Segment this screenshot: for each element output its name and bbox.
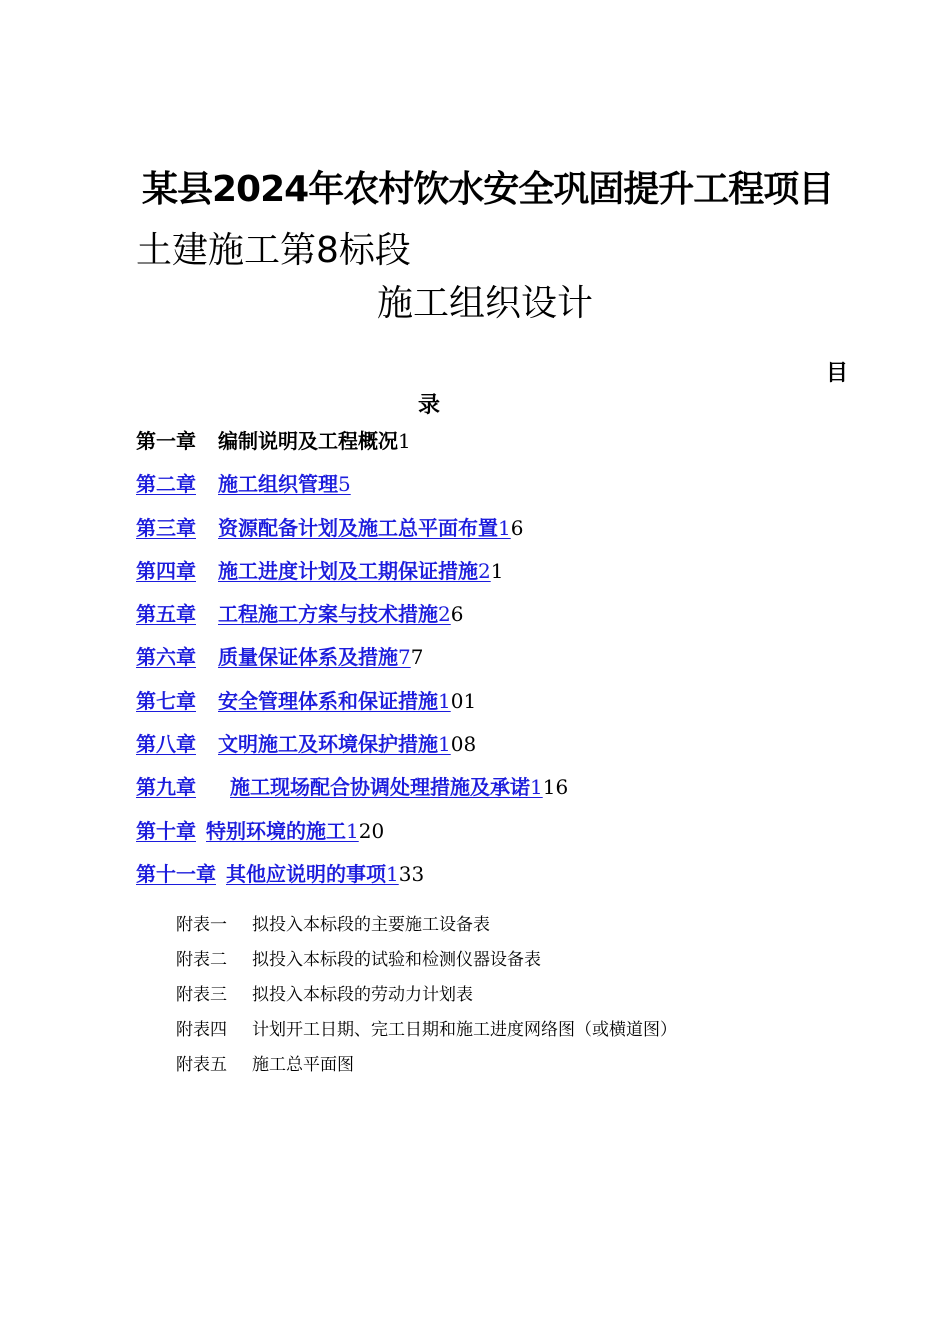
toc-item-chapter-5 bbox=[136, 598, 568, 641]
document-title-line1: 某县2024年农村饮水安全巩固提升工程项目 bbox=[142, 169, 834, 210]
table-of-contents bbox=[136, 425, 568, 901]
toc-page-number: 1 bbox=[438, 732, 451, 757]
toc-link-chapter-2[interactable] bbox=[136, 472, 351, 496]
toc-page-number-tail: 7 bbox=[410, 645, 424, 670]
toc-link-chapter-7[interactable] bbox=[136, 689, 451, 713]
toc-chapter-number: 第六章 bbox=[136, 645, 196, 670]
toc-chapter-title: 文明施工及环境保护措施 bbox=[218, 732, 438, 757]
toc-link-chapter-5[interactable] bbox=[136, 602, 451, 626]
toc-page-number: 2 bbox=[438, 602, 451, 627]
appendix-title: 拟投入本标段的主要施工设备表 bbox=[252, 915, 490, 935]
toc-page-number-tail: 16 bbox=[542, 775, 569, 800]
toc-item-chapter-11 bbox=[136, 858, 568, 901]
toc-item-chapter-7 bbox=[136, 685, 568, 728]
toc-chapter-title: 施工进度计划及工期保证措施 bbox=[218, 558, 478, 583]
toc-page-number-tail: 1 bbox=[490, 558, 504, 583]
toc-page-number: 1 bbox=[498, 515, 511, 540]
appendix-item-3 bbox=[176, 981, 677, 1016]
toc-chapter-title: 编制说明及工程概况 bbox=[218, 429, 398, 453]
toc-page-number-tail: 01 bbox=[450, 688, 477, 713]
toc-page-number: 7 bbox=[398, 645, 411, 670]
toc-link-chapter-8[interactable] bbox=[136, 732, 451, 756]
toc-page-number: 1 bbox=[346, 818, 359, 843]
toc-link-chapter-9[interactable] bbox=[136, 775, 543, 799]
appendix-item-5 bbox=[176, 1051, 677, 1086]
toc-chapter-number: 第二章 bbox=[136, 472, 196, 497]
toc-chapter-title: 特别环境的施工 bbox=[206, 818, 346, 843]
appendix-label: 附表五 bbox=[176, 1055, 227, 1075]
appendix-title: 拟投入本标段的试验和检测仪器设备表 bbox=[252, 950, 541, 970]
toc-link-chapter-1[interactable] bbox=[136, 429, 398, 453]
toc-page-number: 1 bbox=[438, 688, 451, 713]
document-title-line2: 土建施工第8标段 bbox=[136, 230, 411, 271]
toc-page-number: 1 bbox=[530, 775, 543, 800]
appendix-label: 附表一 bbox=[176, 915, 227, 935]
toc-page-number: 1 bbox=[386, 861, 399, 886]
toc-chapter-title: 资源配备计划及施工总平面布置 bbox=[218, 515, 498, 540]
toc-chapter-title: 安全管理体系和保证措施 bbox=[218, 688, 438, 713]
appendix-title: 拟投入本标段的劳动力计划表 bbox=[252, 985, 473, 1005]
toc-page-number-tail: 33 bbox=[398, 861, 425, 886]
toc-item-chapter-10 bbox=[136, 815, 568, 858]
toc-item-chapter-6 bbox=[136, 641, 568, 684]
toc-chapter-number: 第一章 bbox=[136, 429, 196, 453]
appendix-label: 附表二 bbox=[176, 950, 227, 970]
toc-chapter-title: 工程施工方案与技术措施 bbox=[218, 602, 438, 627]
toc-page-number-tail: 08 bbox=[450, 732, 477, 757]
toc-item-chapter-2 bbox=[136, 468, 568, 511]
appendix-title: 计划开工日期、完工日期和施工进度网络图（或横道图） bbox=[252, 1020, 677, 1040]
toc-chapter-number: 第十一章 bbox=[136, 861, 216, 886]
document-title-line3: 施工组织设计 bbox=[377, 283, 594, 324]
toc-chapter-number: 第九章 bbox=[136, 775, 196, 800]
toc-item-chapter-3 bbox=[136, 512, 568, 555]
toc-heading-part2: 录 bbox=[418, 393, 441, 418]
toc-link-chapter-10[interactable] bbox=[136, 819, 359, 843]
toc-page-number: 2 bbox=[478, 558, 491, 583]
toc-link-chapter-6[interactable] bbox=[136, 645, 411, 669]
appendix-item-4 bbox=[176, 1016, 677, 1051]
toc-item-chapter-4 bbox=[136, 555, 568, 598]
appendix-list bbox=[176, 911, 677, 1086]
toc-chapter-number: 第四章 bbox=[136, 558, 196, 583]
toc-heading-part1: 目 bbox=[826, 361, 849, 386]
toc-chapter-number: 第七章 bbox=[136, 688, 196, 713]
toc-chapter-number: 第十章 bbox=[136, 818, 196, 843]
toc-page-number-tail: 6 bbox=[510, 515, 524, 540]
toc-chapter-number: 第五章 bbox=[136, 602, 196, 627]
toc-item-chapter-9 bbox=[136, 771, 568, 814]
toc-page-number-tail: 1 bbox=[398, 429, 411, 453]
appendix-label: 附表三 bbox=[176, 985, 227, 1005]
toc-page-number-tail: 20 bbox=[358, 818, 385, 843]
toc-chapter-title: 其他应说明的事项 bbox=[226, 861, 386, 886]
toc-link-chapter-4[interactable] bbox=[136, 559, 491, 583]
appendix-label: 附表四 bbox=[176, 1020, 227, 1040]
appendix-item-2 bbox=[176, 946, 677, 981]
toc-chapter-title: 质量保证体系及措施 bbox=[218, 645, 398, 670]
toc-chapter-title: 施工组织管理 bbox=[218, 472, 338, 497]
appendix-title: 施工总平面图 bbox=[252, 1055, 354, 1075]
toc-chapter-title: 施工现场配合协调处理措施及承诺 bbox=[230, 775, 530, 800]
toc-page-number-tail: 6 bbox=[450, 602, 464, 627]
toc-link-chapter-11[interactable] bbox=[136, 862, 399, 886]
toc-chapter-number: 第八章 bbox=[136, 732, 196, 757]
toc-item-chapter-1 bbox=[136, 425, 568, 468]
toc-page-number: 5 bbox=[338, 472, 351, 497]
appendix-item-1 bbox=[176, 911, 677, 946]
toc-link-chapter-3[interactable] bbox=[136, 516, 511, 540]
toc-chapter-number: 第三章 bbox=[136, 515, 196, 540]
toc-item-chapter-8 bbox=[136, 728, 568, 771]
